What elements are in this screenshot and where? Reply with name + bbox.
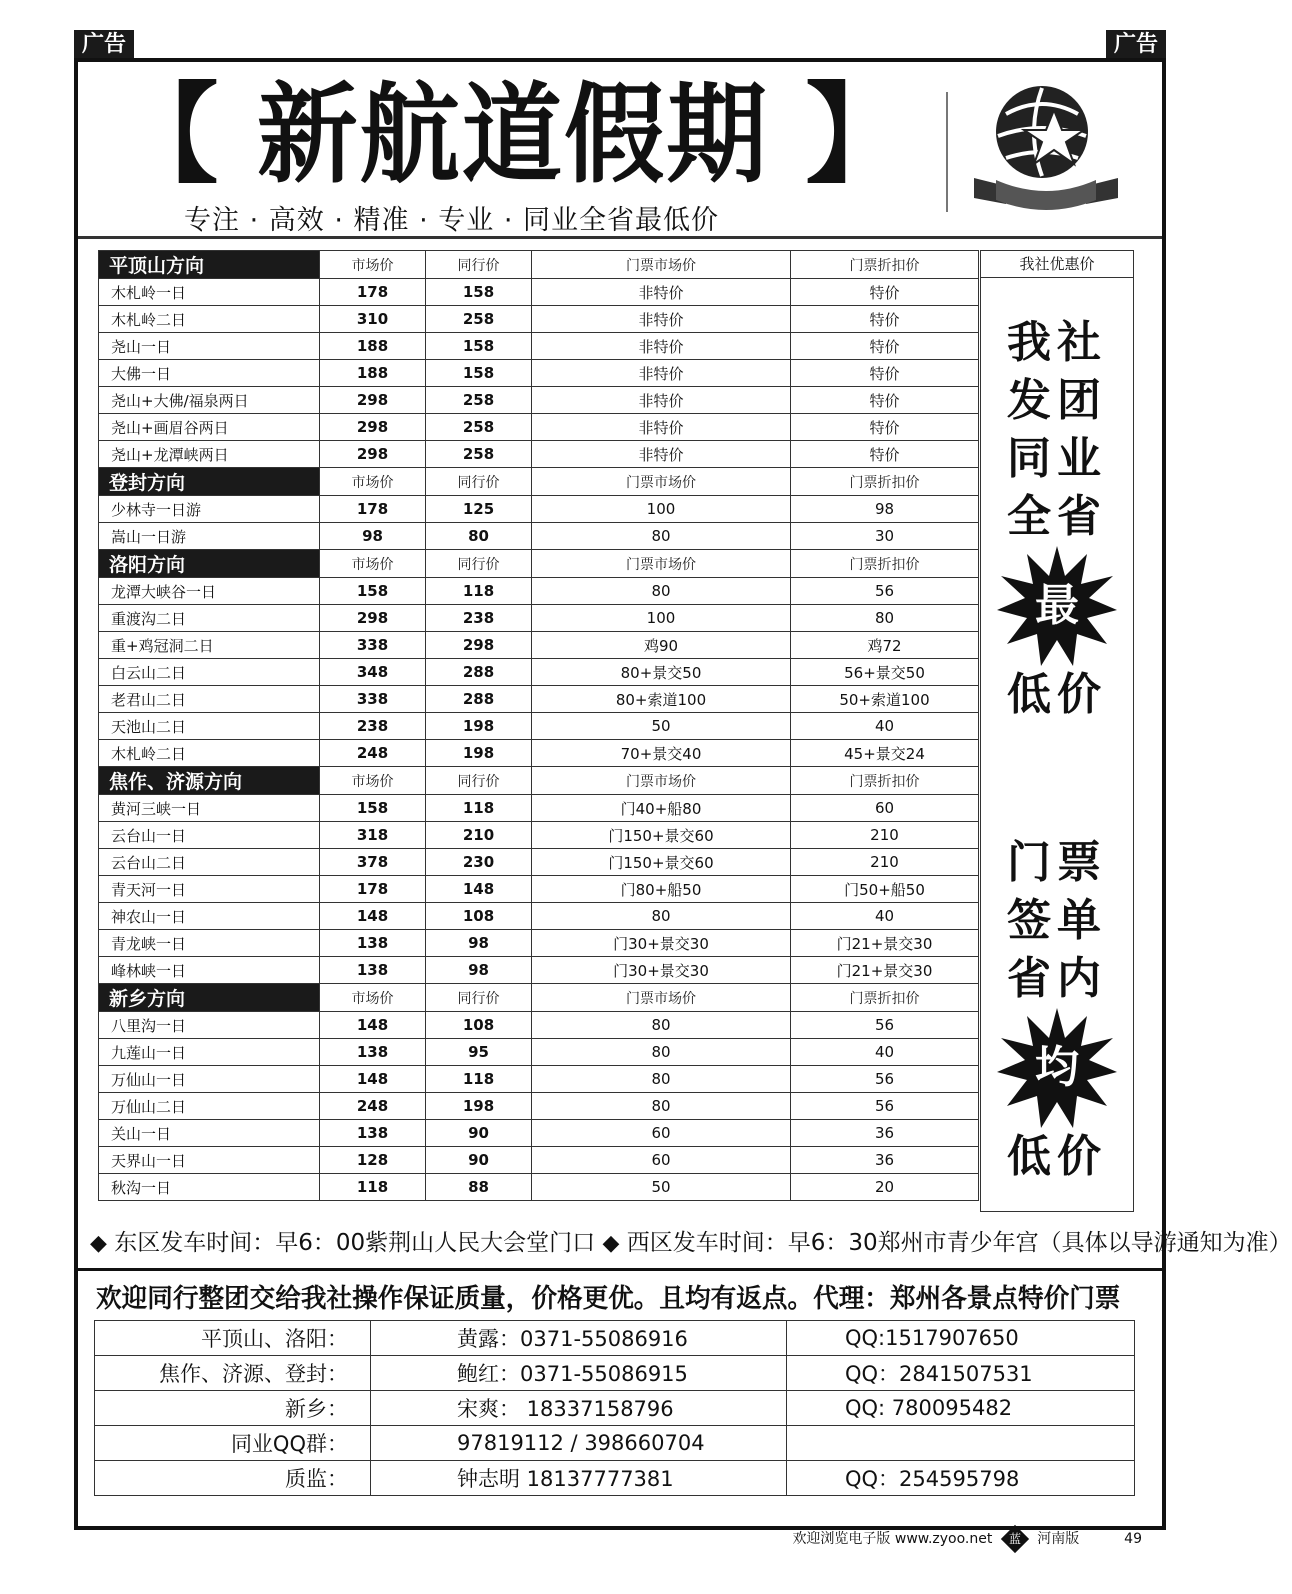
price-table — [98, 250, 979, 1201]
diamond-bullet-icon: ◆ — [602, 1231, 620, 1256]
route-name: 八里沟一日 — [99, 1012, 320, 1039]
ticket-market-price: 80+索道100 — [532, 686, 791, 713]
ticket-discount-price: 36 — [791, 1147, 979, 1174]
market-price: 138 — [320, 930, 426, 957]
table-row — [99, 903, 979, 930]
peer-price: 258 — [426, 414, 532, 441]
ticket-market-price: 门30+景交30 — [532, 930, 791, 957]
promo-line: 低价 — [1007, 1131, 1107, 1182]
route-name: 重+鸡冠洞二日 — [99, 632, 320, 659]
contact-person: 黄露：0371-55086916 — [371, 1321, 787, 1356]
market-price: 148 — [320, 1012, 426, 1039]
brand-title: 【 新航道假期 】 — [118, 72, 908, 198]
market-price: 138 — [320, 1039, 426, 1066]
table-row — [99, 1174, 979, 1201]
price-table-area — [98, 250, 979, 1201]
promo-line: 低价 — [1007, 669, 1107, 720]
peer-price: 108 — [426, 1012, 532, 1039]
contact-qq: QQ：2841507531 — [787, 1356, 1135, 1391]
section-title: 平顶山方向 — [99, 251, 320, 279]
route-name: 万仙山一日 — [99, 1066, 320, 1093]
ticket-market-price: 60 — [532, 1147, 791, 1174]
ticket-market-price: 100 — [532, 496, 791, 523]
peer-price: 288 — [426, 686, 532, 713]
ticket-market-price: 门40+船80 — [532, 795, 791, 822]
market-price: 178 — [320, 279, 426, 306]
burst-text: 均 — [1035, 1042, 1079, 1093]
route-name: 天界山一日 — [99, 1147, 320, 1174]
ticket-discount-price: 56 — [791, 578, 979, 605]
table-row — [99, 659, 979, 686]
promo-line: 门票 — [1007, 837, 1107, 888]
promo-line: 全省 — [1007, 491, 1107, 542]
column-header: 门票市场价 — [532, 251, 791, 279]
table-row — [99, 1147, 979, 1174]
peer-price: 198 — [426, 740, 532, 767]
ticket-discount-price: 鸡72 — [791, 632, 979, 659]
contact-row — [95, 1426, 1135, 1461]
column-header: 门票折扣价 — [791, 984, 979, 1012]
route-name: 尧山一日 — [99, 333, 320, 360]
burst-text: 最 — [1035, 580, 1079, 631]
peer-price: 238 — [426, 605, 532, 632]
column-header: 门票折扣价 — [791, 468, 979, 496]
ticket-discount-price: 36 — [791, 1120, 979, 1147]
promo-line: 我社 — [1007, 317, 1107, 368]
contact-row — [95, 1391, 1135, 1426]
ticket-market-price: 非特价 — [532, 279, 791, 306]
column-header: 门票市场价 — [532, 767, 791, 795]
ticket-discount-price: 30 — [791, 523, 979, 550]
ticket-discount-price: 门21+景交30 — [791, 930, 979, 957]
contact-region: 同业QQ群： — [95, 1426, 371, 1461]
route-name: 木札岭一日 — [99, 279, 320, 306]
lan-badge-icon: 蓝 — [1001, 1525, 1029, 1553]
table-row — [99, 957, 979, 984]
peer-price: 108 — [426, 903, 532, 930]
ticket-market-price: 80 — [532, 1039, 791, 1066]
market-price: 378 — [320, 849, 426, 876]
market-price: 298 — [320, 414, 426, 441]
ticket-market-price: 100 — [532, 605, 791, 632]
table-row — [99, 849, 979, 876]
ticket-market-price: 80+景交50 — [532, 659, 791, 686]
ticket-discount-price: 特价 — [791, 441, 979, 468]
ticket-discount-price: 40 — [791, 903, 979, 930]
table-row — [99, 523, 979, 550]
departure-info — [90, 1224, 1292, 1257]
ticket-market-price: 鸡90 — [532, 632, 791, 659]
market-price: 298 — [320, 605, 426, 632]
departure-east: 东区发车时间：早6：00紫荆山人民大会堂门口 — [114, 1230, 596, 1256]
contact-row — [95, 1356, 1135, 1391]
market-price: 298 — [320, 387, 426, 414]
peer-price: 95 — [426, 1039, 532, 1066]
section-title: 洛阳方向 — [99, 550, 320, 578]
ticket-discount-price: 60 — [791, 795, 979, 822]
section-header-row — [99, 550, 979, 578]
section-rule — [78, 1268, 1162, 1271]
ticket-market-price: 80 — [532, 1012, 791, 1039]
contacts-table-body — [95, 1321, 1135, 1496]
brand-slogan: 专注 · 高效 · 精准 · 专业 · 同业全省最低价 — [184, 205, 719, 236]
ticket-market-price: 非特价 — [532, 441, 791, 468]
column-header: 门票折扣价 — [791, 550, 979, 578]
table-row — [99, 441, 979, 468]
column-header: 门票折扣价 — [791, 251, 979, 279]
page-footer — [792, 1528, 1142, 1549]
contact-person: 鲍红：0371-55086915 — [371, 1356, 787, 1391]
column-header: 同行价 — [426, 468, 532, 496]
column-header: 门票市场价 — [532, 984, 791, 1012]
peer-price: 158 — [426, 360, 532, 387]
table-row — [99, 306, 979, 333]
ticket-market-price: 50 — [532, 1174, 791, 1201]
welcome-banner: 欢迎同行整团交给我社操作保证质量，价格更优。且均有返点。代理：郑州各景点特价门票 — [96, 1284, 1121, 1314]
table-row — [99, 795, 979, 822]
market-price: 338 — [320, 686, 426, 713]
starburst-badge-icon — [997, 546, 1117, 666]
ticket-discount-price: 210 — [791, 849, 979, 876]
header-divider — [946, 92, 948, 212]
peer-price: 258 — [426, 306, 532, 333]
column-header: 市场价 — [320, 984, 426, 1012]
route-name: 重渡沟二日 — [99, 605, 320, 632]
peer-price: 90 — [426, 1120, 532, 1147]
market-price: 138 — [320, 1120, 426, 1147]
contact-row — [95, 1461, 1135, 1496]
ad-label-right: 广告 — [1106, 30, 1166, 60]
contact-region: 平顶山、洛阳： — [95, 1321, 371, 1356]
column-header: 门票折扣价 — [791, 767, 979, 795]
table-row — [99, 930, 979, 957]
contact-qq — [787, 1426, 1135, 1461]
contact-person: 97819112 / 398660704 — [371, 1426, 787, 1461]
route-name: 云台山一日 — [99, 822, 320, 849]
column-header: 同行价 — [426, 251, 532, 279]
table-row — [99, 1066, 979, 1093]
ticket-market-price: 非特价 — [532, 360, 791, 387]
column-header: 市场价 — [320, 468, 426, 496]
page-number: 49 — [1124, 1531, 1142, 1547]
advertisement-frame — [74, 58, 1292, 1530]
route-name: 白云山二日 — [99, 659, 320, 686]
section-header-row — [99, 767, 979, 795]
peer-price: 198 — [426, 1093, 532, 1120]
ticket-market-price: 门150+景交60 — [532, 849, 791, 876]
contact-region: 新乡： — [95, 1391, 371, 1426]
ticket-discount-price: 特价 — [791, 279, 979, 306]
contact-qq: QQ：254595798 — [787, 1461, 1135, 1496]
ticket-market-price: 非特价 — [532, 333, 791, 360]
contact-qq: QQ: 780095482 — [787, 1391, 1135, 1426]
route-name: 秋沟一日 — [99, 1174, 320, 1201]
market-price: 98 — [320, 523, 426, 550]
table-row — [99, 279, 979, 306]
route-name: 少林寺一日游 — [99, 496, 320, 523]
ticket-discount-price: 特价 — [791, 306, 979, 333]
table-row — [99, 686, 979, 713]
departure-west: 西区发车时间：早6：30郑州市青少年宫（具体以导游通知为准） — [626, 1230, 1292, 1256]
section-header-row — [99, 251, 979, 279]
peer-price: 258 — [426, 387, 532, 414]
header-rule — [78, 236, 1162, 239]
contact-person: 钟志明 18137777381 — [371, 1461, 787, 1496]
ticket-discount-price: 45+景交24 — [791, 740, 979, 767]
ticket-discount-price: 特价 — [791, 360, 979, 387]
contact-row — [95, 1321, 1135, 1356]
footer-text: 欢迎浏览电子版 — [792, 1531, 891, 1547]
market-price: 178 — [320, 496, 426, 523]
table-row — [99, 414, 979, 441]
table-row — [99, 333, 979, 360]
footer-site-link[interactable]: www.zyoo.net — [894, 1531, 993, 1547]
ticket-discount-price: 门50+船50 — [791, 876, 979, 903]
ad-label-left: 广告 — [74, 30, 134, 60]
table-row — [99, 578, 979, 605]
market-price: 248 — [320, 740, 426, 767]
ticket-discount-price: 56 — [791, 1066, 979, 1093]
route-name: 云台山二日 — [99, 849, 320, 876]
column-header: 同行价 — [426, 550, 532, 578]
ticket-discount-price: 210 — [791, 822, 979, 849]
table-row — [99, 1093, 979, 1120]
column-header: 市场价 — [320, 767, 426, 795]
ticket-market-price: 50 — [532, 713, 791, 740]
ticket-discount-price: 特价 — [791, 387, 979, 414]
market-price: 158 — [320, 578, 426, 605]
ad-header — [78, 62, 1162, 240]
contact-region: 质监： — [95, 1461, 371, 1496]
market-price: 188 — [320, 360, 426, 387]
contact-region: 焦作、济源、登封： — [95, 1356, 371, 1391]
column-header: 同行价 — [426, 767, 532, 795]
starburst-badge-icon — [997, 1008, 1117, 1128]
promo-line: 省内 — [1007, 953, 1107, 1004]
table-row — [99, 1039, 979, 1066]
route-name: 天池山二日 — [99, 713, 320, 740]
ticket-discount-price: 特价 — [791, 414, 979, 441]
ticket-discount-price: 50+索道100 — [791, 686, 979, 713]
column-header: 同行价 — [426, 984, 532, 1012]
peer-price: 158 — [426, 333, 532, 360]
peer-price: 210 — [426, 822, 532, 849]
globe-star-logo-icon — [966, 74, 1126, 224]
ticket-market-price: 非特价 — [532, 414, 791, 441]
peer-price: 288 — [426, 659, 532, 686]
peer-price: 98 — [426, 957, 532, 984]
route-name: 神农山一日 — [99, 903, 320, 930]
ticket-market-price: 非特价 — [532, 306, 791, 333]
market-price: 138 — [320, 957, 426, 984]
section-title: 登封方向 — [99, 468, 320, 496]
peer-price: 198 — [426, 713, 532, 740]
ticket-discount-price: 40 — [791, 1039, 979, 1066]
ticket-discount-price: 56 — [791, 1012, 979, 1039]
route-name: 尧山+画眉谷两日 — [99, 414, 320, 441]
ticket-market-price: 非特价 — [532, 387, 791, 414]
ticket-discount-price: 特价 — [791, 333, 979, 360]
market-price: 318 — [320, 822, 426, 849]
diamond-bullet-icon: ◆ — [90, 1231, 107, 1256]
promo-line: 签单 — [1007, 895, 1107, 946]
market-price: 310 — [320, 306, 426, 333]
peer-price: 80 — [426, 523, 532, 550]
table-row — [99, 713, 979, 740]
ticket-market-price: 80 — [532, 523, 791, 550]
table-row — [99, 822, 979, 849]
route-name: 万仙山二日 — [99, 1093, 320, 1120]
route-name: 青龙峡一日 — [99, 930, 320, 957]
column-header: 市场价 — [320, 251, 426, 279]
table-row — [99, 1012, 979, 1039]
peer-price: 88 — [426, 1174, 532, 1201]
table-row — [99, 740, 979, 767]
peer-price: 118 — [426, 578, 532, 605]
route-name: 青天河一日 — [99, 876, 320, 903]
ticket-market-price: 80 — [532, 1093, 791, 1120]
contacts-table — [94, 1320, 1135, 1496]
market-price: 118 — [320, 1174, 426, 1201]
ticket-market-price: 80 — [532, 903, 791, 930]
table-row — [99, 605, 979, 632]
market-price: 348 — [320, 659, 426, 686]
peer-price: 118 — [426, 1066, 532, 1093]
market-price: 148 — [320, 1066, 426, 1093]
promo-column — [980, 250, 1134, 1212]
contacts-area — [94, 1320, 1135, 1496]
column-header: 门票市场价 — [532, 550, 791, 578]
ticket-discount-price: 40 — [791, 713, 979, 740]
market-price: 148 — [320, 903, 426, 930]
peer-price: 148 — [426, 876, 532, 903]
contact-qq: QQ:1517907650 — [787, 1321, 1135, 1356]
column-header: 市场价 — [320, 550, 426, 578]
route-name: 九莲山一日 — [99, 1039, 320, 1066]
section-title: 新乡方向 — [99, 984, 320, 1012]
table-row — [99, 496, 979, 523]
table-row — [99, 387, 979, 414]
ticket-discount-price: 20 — [791, 1174, 979, 1201]
route-name: 嵩山一日游 — [99, 523, 320, 550]
market-price: 178 — [320, 876, 426, 903]
ticket-market-price: 80 — [532, 578, 791, 605]
route-name: 峰林峡一日 — [99, 957, 320, 984]
ticket-market-price: 门30+景交30 — [532, 957, 791, 984]
market-price: 158 — [320, 795, 426, 822]
peer-price: 258 — [426, 441, 532, 468]
peer-price: 158 — [426, 279, 532, 306]
promo-line: 同业 — [1007, 433, 1107, 484]
ticket-market-price: 门150+景交60 — [532, 822, 791, 849]
ticket-market-price: 70+景交40 — [532, 740, 791, 767]
market-price: 338 — [320, 632, 426, 659]
ticket-discount-price: 56 — [791, 1093, 979, 1120]
promo-line: 发团 — [1007, 375, 1107, 426]
table-row — [99, 1120, 979, 1147]
ticket-discount-price: 门21+景交30 — [791, 957, 979, 984]
peer-price: 90 — [426, 1147, 532, 1174]
route-name: 尧山+大佛/福泉两日 — [99, 387, 320, 414]
ticket-discount-price: 80 — [791, 605, 979, 632]
route-name: 木札岭二日 — [99, 306, 320, 333]
route-name: 老君山二日 — [99, 686, 320, 713]
section-header-row — [99, 984, 979, 1012]
route-name: 黄河三峡一日 — [99, 795, 320, 822]
ticket-market-price: 60 — [532, 1120, 791, 1147]
peer-price: 230 — [426, 849, 532, 876]
column-header: 门票市场价 — [532, 468, 791, 496]
ticket-discount-price: 56+景交50 — [791, 659, 979, 686]
ticket-discount-price: 98 — [791, 496, 979, 523]
peer-price: 298 — [426, 632, 532, 659]
peer-price: 125 — [426, 496, 532, 523]
peer-price: 118 — [426, 795, 532, 822]
table-row — [99, 632, 979, 659]
market-price: 298 — [320, 441, 426, 468]
table-row — [99, 360, 979, 387]
market-price: 188 — [320, 333, 426, 360]
route-name: 大佛一日 — [99, 360, 320, 387]
table-row — [99, 876, 979, 903]
contact-person: 宋爽： 18337158796 — [371, 1391, 787, 1426]
route-name: 龙潭大峡谷一日 — [99, 578, 320, 605]
promo-header: 我社优惠价 — [981, 251, 1133, 278]
section-title: 焦作、济源方向 — [99, 767, 320, 795]
footer-edition: 河南版 — [1037, 1531, 1080, 1547]
route-name: 关山一日 — [99, 1120, 320, 1147]
market-price: 248 — [320, 1093, 426, 1120]
section-header-row — [99, 468, 979, 496]
ticket-market-price: 80 — [532, 1066, 791, 1093]
ticket-market-price: 门80+船50 — [532, 876, 791, 903]
price-table-body — [99, 251, 979, 1201]
market-price: 238 — [320, 713, 426, 740]
route-name: 尧山+龙潭峡两日 — [99, 441, 320, 468]
route-name: 木札岭二日 — [99, 740, 320, 767]
market-price: 128 — [320, 1147, 426, 1174]
peer-price: 98 — [426, 930, 532, 957]
